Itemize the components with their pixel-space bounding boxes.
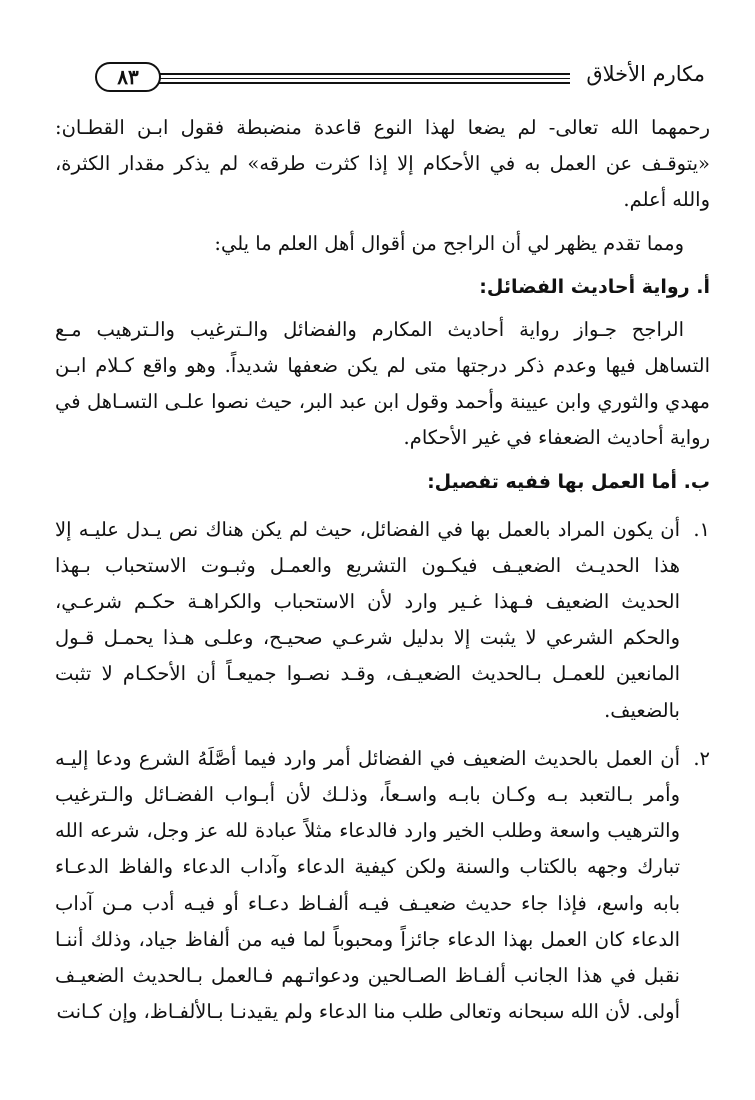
running-title: مكارم الأخلاق	[586, 62, 705, 86]
paragraph-continuation: رحمهما الله تعالى- لم يضعا لهذا النوع قاعدة منضبطة فقول ابـن القطـان: «يتوقـف عن العمل به في الأحكام إلا إذا كثرت طرقه» لم يذكر مقدار الكثرة، والله أعلم.	[55, 116, 710, 212]
page-number: ٨٣	[95, 62, 161, 92]
list-item-text: أن العمل بالحديث الضعيف في الفضائل أمر وارد فيما أصَّلَهُ الشرع ودعا إليـه وأمر بـالتعبد بـه وكـان بابـه واسـعاً، وذلـك لأن أبـواب الفضـائل والـترغيب والترهيب واسعة وطلب الخير وارد فالدعاء مثلاً عبادة لله عز وجل، شرعه الله تبارك وجهه بالكتاب والسنة ولكن كيفية الدعاء وآداب الدعاء والفاظ الدعـاء بابه واسع، فإذا جاء حديث ضعيـف فيـه ألفـاظ دعـاء أو فيـه أدب مـن آداب الدعاء كان العمل بهذا الدعاء جائزاً ومحبوباً لما فيه من ألفاظ جياد، وذلك أننـا نقبل في هذا الجانب ألفـاظ الصـالحين ودعواتـهم فـالعمل بـالحديث الضعيـف أولى. لأن الله سبحانه وتعالى طلب منا الدعاء ولم يقيدنـا بـالألفـاظ، وإن كـانت	[55, 746, 680, 1024]
paragraph-intro: ومما تقدم يظهر لي أن الراجح من أقوال أهل العلم ما يلي:	[214, 231, 684, 255]
list-item-1	[55, 512, 710, 729]
heading-practice: ب. أما العمل بها ففيه تفصيل:	[427, 470, 710, 493]
header-rule	[157, 73, 570, 83]
list-number: ٢.	[693, 746, 710, 770]
page-header	[95, 60, 705, 96]
page-body	[55, 110, 710, 1030]
list-number: ١.	[693, 517, 710, 541]
paragraph-narration: الراجح جـواز رواية أحاديث المكارم والفضائل والـترغيب والـترهيب مـع التساهل فيها وعدم ذكر درجتها متى لم يكن ضعفها شديداً. وهو واقع كـلام ابـن مهدي والثوري وابن عيينة وأحمد وقول ابن عبد البر، حيث نصوا علـى التسـاهل في رواية أحاديث الضعفاء في غير الأحكام.	[55, 317, 710, 450]
heading-narration: أ. رواية أحاديث الفضائل:	[479, 275, 710, 298]
list-item-text: أن يكون المراد بالعمل بها في الفضائل، حيث لم يكن هناك نص يـدل عليـه إلا هذا الحديـث الضعيـف فيكـون التشريع والعمـل وثبـوت الاستحباب بـهذا الحديث الضعيف فـهذا غـير وارد لأن الاستحباب والكراهـة حكـم شرعـي، والحكم الشرعي لا يثبت إلا بدليل شرعـي صحيـح، وعلـى هـذا يحمـل قـول المانعين للعمـل بـالحديث الضعيـف، وقـد نصـوا جميعـاً أن الأحكـام لا تثبت بالضعيف.	[55, 517, 680, 722]
list-item-2	[55, 741, 710, 1031]
